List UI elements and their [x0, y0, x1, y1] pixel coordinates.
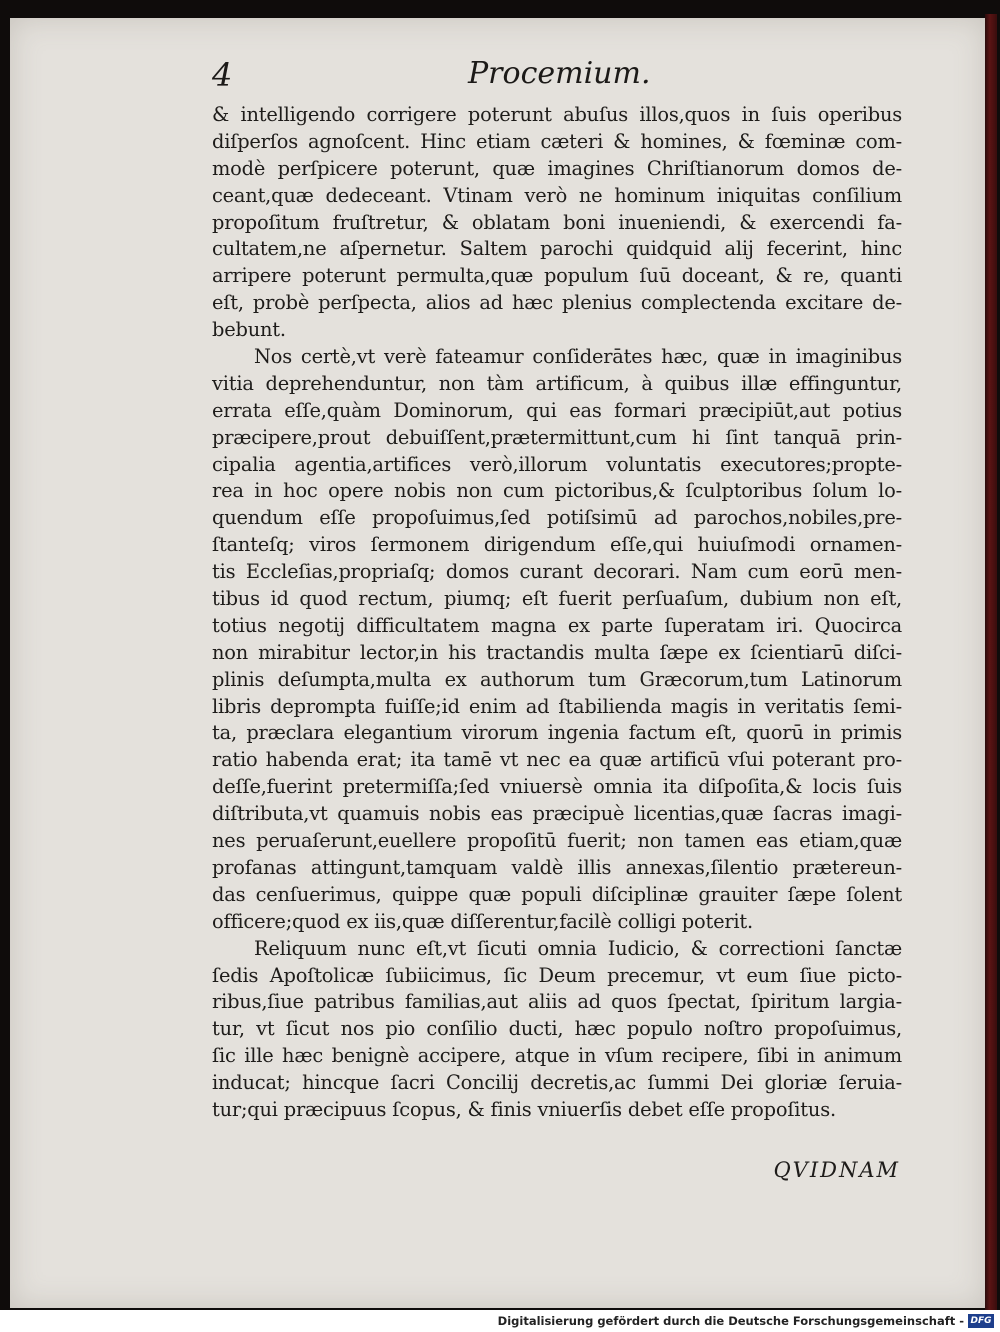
- text-line: præcipere,prout debuiſſent,prætermittunt,cum hi ſint tanquā prin-: [212, 425, 902, 449]
- text-line: nes peruaſerunt,euellere propoſitū fuerit; non tamen eas etiam,quæ: [212, 829, 902, 853]
- text-line: ta, præclara elegantium virorum ingenia factum eſt, quorū in primis: [212, 721, 902, 745]
- text-line: bebunt.: [212, 318, 286, 342]
- text-line: diſtributa,vt quamuis nobis eas præcipuè licentias,quæ ſacras imagi-: [212, 802, 902, 826]
- text-line: propoſitum fruſtretur, & oblatam boni inueniendi, & exercendi fa-: [212, 210, 902, 234]
- text-line: tur;qui præcipuus ſcopus, & finis vniuerſis debet eſſe propoſitus.: [212, 1097, 836, 1121]
- text-line: totius negotij difficultatem magna ex parte ſuperatam iri. Quocirca: [212, 613, 902, 637]
- text-line: profanas attingunt,tamquam valdè illis annexas,ſilentio prætereun-: [212, 855, 902, 879]
- page-number: 4: [212, 56, 233, 94]
- text-line: quendum eſſe propoſuimus,ſed potiſsimū ad parochos,nobiles,pre-: [212, 506, 902, 530]
- text-line: officere;quod ex iis,quæ diſſerentur,facilè colligi poterit.: [212, 909, 753, 933]
- text-line: cipalia agentia,artifices verò,illorum voluntatis executores;propte-: [212, 452, 902, 476]
- text-line: cultatem,ne aſpernetur. Saltem parochi quidquid alij fecerint, hinc: [212, 237, 902, 261]
- text-line: das cenſuerimus, quippe quæ populi diſciplinæ grauiter ſæpe ſolent: [212, 882, 902, 906]
- text-line: deſſe,fuerint pretermiſſa;ſed vniuersè omnia ita diſpoſita,& locis ſuis: [212, 775, 902, 799]
- text-line: vitia deprehenduntur, non tàm artificum, à quibus illæ effinguntur,: [212, 371, 902, 395]
- text-line: eſt, probè perſpecta, alios ad hæc plenius complectenda excitare de-: [212, 291, 902, 315]
- text-line: ſtanteſq; viros ſermonem dirigendum eſſe,qui huiuſmodi ornamen-: [212, 533, 902, 557]
- text-line: ſedis Apoſtolicæ ſubiicimus, ſic Deum precemur, vt eum ſiue picto-: [212, 963, 902, 987]
- body-text: [212, 102, 902, 1124]
- text-line: tis Eccleſias,propriaſq; domos curant decorari. Nam cum eorū men-: [212, 560, 902, 584]
- text-line: ſic ille hæc benignè accipere, atque in vſum recipere, ſibi in animum: [212, 1044, 902, 1068]
- text-line: non mirabitur lector,in his tractandis multa ſæpe ex ſcientiarū diſci-: [212, 640, 902, 664]
- text-line: ceant,quæ dedeceant. Vtinam verò ne hominum iniquitas conſilium: [212, 183, 902, 207]
- text-line: diſperſos agnoſcent. Hinc etiam cæteri & homines, & fœminæ com-: [212, 129, 902, 153]
- text-line: rea in hoc opere nobis non cum pictoribus,& ſculptoribus ſolum lo-: [212, 479, 902, 503]
- catchword: QVIDNAM: [773, 1158, 900, 1182]
- text-line: arripere poterunt permulta,quæ populum ſuū doceant, & re, quanti: [212, 264, 902, 288]
- footer-credit: Digitalisierung gefördert durch die Deutsche Forschungsgemeinschaft -: [497, 1314, 964, 1328]
- running-title: Procemium.: [468, 56, 651, 91]
- text-line: & intelligendo corrigere poterunt abuſus illos,quos in ſuis operibus: [212, 103, 902, 126]
- text-line: tur, vt ſicut nos pio conſilio ducti, hæc populo noſtro propoſuimus,: [212, 1017, 902, 1041]
- text-line: inducat; hincque ſacri Concilij decretis,ac ſummi Dei gloriæ ſeruia-: [212, 1071, 902, 1095]
- text-line: modè perſpicere poterunt, quæ imagines Chriſtianorum domos de-: [212, 156, 902, 180]
- footer-bar: [0, 1310, 1000, 1332]
- text-line: Reliquum nunc eſt,vt ſicuti omnia Iudicio, & correctioni ſanctæ: [254, 936, 902, 960]
- text-line: Nos certè,vt verè fateamur conſiderātes hæc, quæ in imaginibus: [254, 345, 902, 369]
- binding-edge: [985, 14, 997, 1310]
- text-line: ribus,ſiue patribus familias,aut aliis ad quos ſpectat, ſpiritum largia-: [212, 990, 902, 1014]
- text-line: tibus id quod rectum, piumq; eſt fuerit perſuaſum, dubium non eſt,: [212, 587, 902, 611]
- running-head: [212, 56, 902, 100]
- text-line: plinis deſumpta,multa ex authorum tum Græcorum,tum Latinorum: [212, 667, 902, 691]
- dfg-logo: DFG: [968, 1314, 994, 1328]
- text-line: errata eſſe,quàm Dominorum, qui eas formari præcipiūt,aut potius: [212, 398, 902, 422]
- text-line: ratio habenda erat; ita tamē vt nec ea quæ artificū vſui poterant pro-: [212, 748, 902, 772]
- text-line: libris deprompta fuiſſe;id enim ad ſtabilienda magis in veritatis ſemi-: [212, 694, 902, 718]
